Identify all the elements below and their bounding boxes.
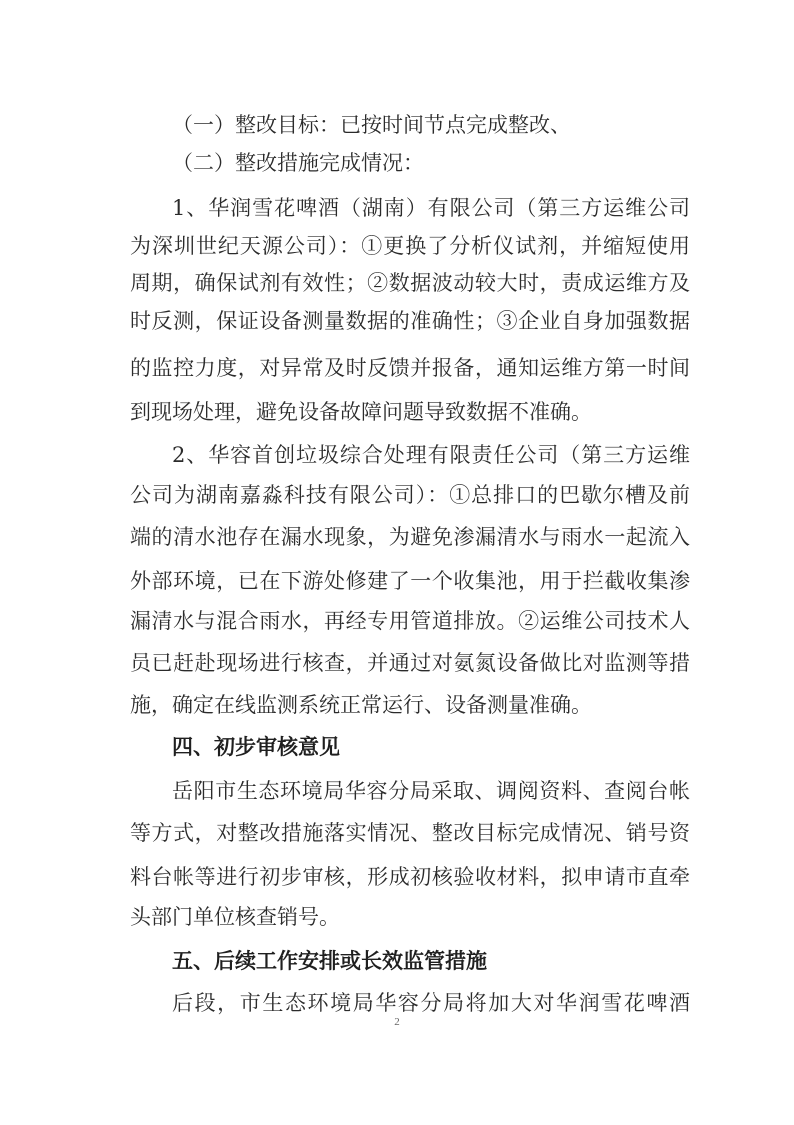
- paragraph-line: 员已赶赴现场进行核查，并通过对氨氮设备做比对监测等措: [130, 651, 690, 675]
- paragraph-line: （一）整改目标：已按时间节点完成整改、: [172, 113, 571, 137]
- paragraph-line: 漏清水与混合雨水，再经专用管道排放。②运维公司技术人: [130, 609, 690, 633]
- paragraph-line: 头部门单位核查销号。: [130, 905, 340, 929]
- paragraph-line: 的监控力度，对异常及时反馈并报备，通知运维方第一时间: [130, 356, 690, 380]
- paragraph-line: 料台帐等进行初步审核，形成初核验收材料，拟申请市直牵: [130, 865, 690, 889]
- paragraph-line: 周期，确保试剂有效性；②数据波动较大时，责成运维方及: [130, 271, 690, 295]
- paragraph-line: 施，确定在线监测系统正常运行、设备测量准确。: [130, 693, 592, 717]
- paragraph-line: （二）整改措施完成情况：: [172, 151, 424, 175]
- paragraph-line: 端的清水池存在漏水现象，为避免渗漏清水与雨水一起流入: [130, 525, 690, 549]
- section-heading: 四、初步审核意见: [172, 735, 340, 759]
- paragraph-line: 1、华润雪花啤酒（湖南）有限公司（第三方运维公司: [172, 196, 690, 220]
- section-heading: 五、后续工作安排或长效监管措施: [172, 949, 487, 973]
- paragraph-line: 到现场处理，避免设备故障问题导致数据不准确。: [130, 400, 592, 424]
- paragraph-line: 为深圳世纪天源公司）：①更换了分析仪试剂，并缩短使用: [130, 234, 690, 258]
- paragraph-line: 公司为湖南嘉淼科技有限公司）：①总排口的巴歇尔槽及前: [130, 483, 690, 507]
- paragraph-line: 等方式，对整改措施落实情况、整改目标完成情况、销号资: [130, 821, 690, 845]
- page-number: 2: [394, 1016, 400, 1028]
- paragraph-line: 外部环境，已在下游处修建了一个收集池，用于拦截收集渗: [130, 569, 690, 593]
- paragraph-line: 时反测，保证设备测量数据的准确性；③企业自身加强数据: [130, 309, 690, 333]
- paragraph-line: 2、华容首创垃圾综合处理有限责任公司（第三方运维: [172, 443, 690, 467]
- paragraph-line: 岳阳市生态环境局华容分局采取、调阅资料、查阅台帐: [172, 779, 690, 803]
- paragraph-line: 后段，市生态环境局华容分局将加大对华润雪花啤酒: [172, 991, 690, 1015]
